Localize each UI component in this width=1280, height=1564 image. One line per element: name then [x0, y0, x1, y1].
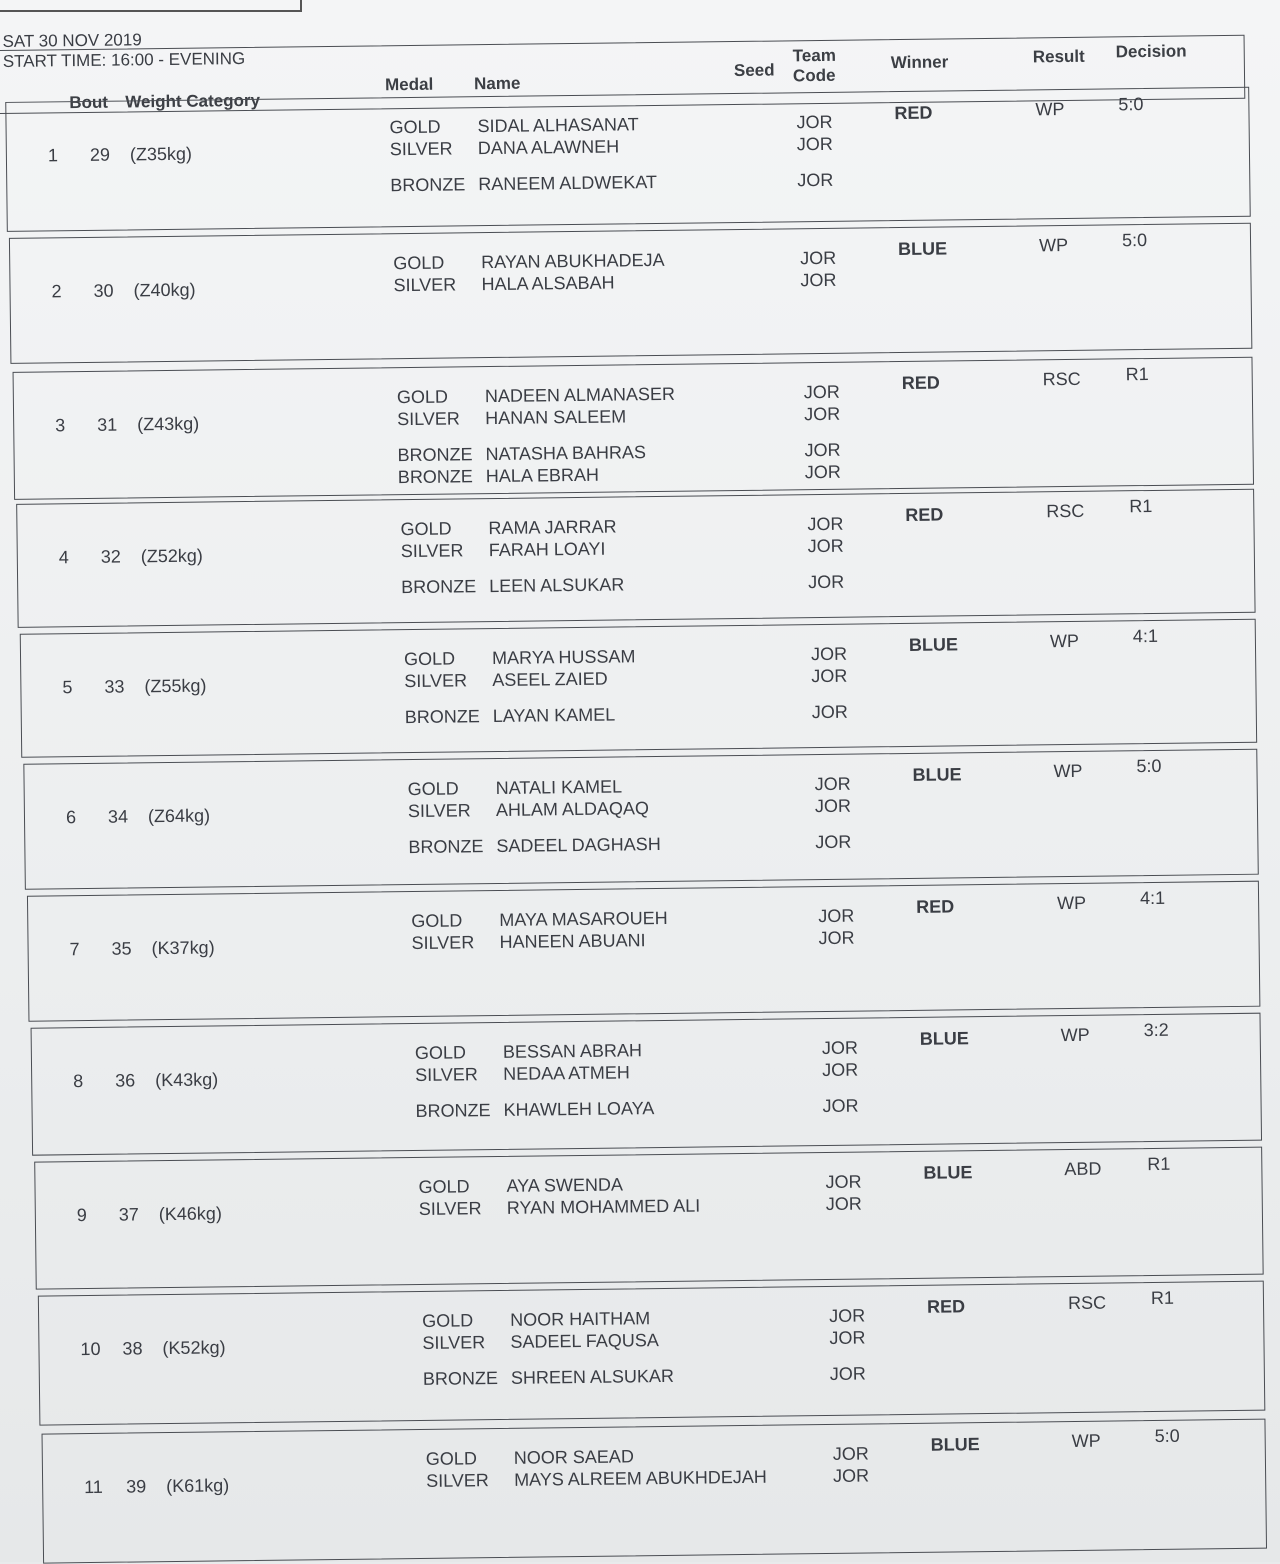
bout-row [14, 1153, 1280, 1226]
athlete-name: ASEEL ZAIED [492, 668, 608, 691]
medal-label: GOLD [403, 648, 456, 670]
medal-label: BRONZE [397, 444, 473, 466]
team-code: JOR [800, 269, 837, 291]
bout-row [18, 1425, 1280, 1498]
team-code: JOR [818, 905, 855, 927]
weight-category: (K46kg) [158, 1203, 222, 1225]
team-code: JOR [814, 773, 851, 795]
team-code: JOR [811, 665, 848, 687]
decision-score: 4:1 [1139, 887, 1166, 909]
bout-number: 5 [62, 677, 73, 698]
medal-label: BRONZE [422, 1368, 499, 1389]
medal-label: SILVER [404, 670, 468, 692]
winner-corner: RED [916, 896, 955, 917]
weight-category: (Z55kg) [144, 675, 207, 697]
bout-number: 1 [47, 145, 59, 166]
weight-category: (Z43kg) [137, 413, 200, 435]
col-seed: Seed [733, 60, 775, 81]
result-code: WP [1035, 99, 1065, 120]
team-code: JOR [811, 701, 848, 723]
decision-score: R1 [1125, 363, 1149, 385]
bout-number: 3 [55, 415, 66, 436]
medal-label: GOLD [411, 910, 463, 932]
col-decision: Decision [1115, 41, 1187, 62]
weight-category: (K43kg) [155, 1069, 219, 1091]
bout-number: 4 [58, 547, 69, 568]
medal-label: BRONZE [415, 1100, 491, 1122]
col-weight-category: Weight Category [125, 90, 261, 112]
col-name: Name [473, 73, 521, 94]
winner-corner: BLUE [897, 238, 948, 260]
athlete-name: RANEEM ALDWEKAT [478, 171, 658, 195]
athlete-name: HALA ALSABAH [481, 272, 615, 295]
medal-label: GOLD [393, 252, 445, 274]
medal-label: SILVER [426, 1470, 489, 1491]
team-code: JOR [797, 169, 834, 191]
athlete-name: MAYA MASAROUEH [499, 907, 668, 930]
winner-corner: BLUE [908, 634, 959, 655]
bout-row [16, 1287, 1280, 1389]
winner-corner: BLUE [919, 1028, 969, 1049]
result-code: WP [1038, 234, 1069, 256]
medal-label: BRONZE [390, 174, 466, 196]
bout-row [1, 94, 1280, 196]
athlete-name: LAYAN KAMEL [492, 704, 616, 727]
team-code: JOR [804, 439, 841, 461]
athlete-name: AYA SWENDA [506, 1174, 623, 1196]
bout-index: 29 [89, 144, 111, 165]
team-code: JOR [796, 133, 833, 155]
bout-index: 30 [93, 280, 114, 301]
team-code: JOR [815, 831, 852, 853]
result-code: WP [1060, 1024, 1090, 1046]
bout-index: 36 [115, 1070, 136, 1091]
medal-label: BRONZE [401, 576, 477, 598]
decision-score: 5:0 [1154, 1425, 1180, 1447]
team-code: JOR [804, 461, 841, 483]
athlete-name: HALA EBRAH [485, 464, 600, 487]
winner-corner: BLUE [923, 1162, 973, 1183]
bout-index: 37 [118, 1204, 140, 1225]
bout-number: 8 [73, 1071, 84, 1092]
team-code: JOR [832, 1443, 869, 1464]
start-time: START TIME: 16:00 - EVENING [2, 49, 246, 71]
athlete-name: RAMA JARRAR [488, 516, 617, 539]
team-code: JOR [818, 927, 855, 949]
decision-score: 5:0 [1118, 94, 1144, 115]
bout-index: 35 [111, 938, 132, 959]
athlete-name: NOOR HAITHAM [510, 1308, 651, 1330]
bout-row [6, 495, 1280, 598]
col-team-code-line1: Team [792, 45, 837, 66]
medal-label: GOLD [418, 1176, 470, 1197]
medal-label: BRONZE [408, 836, 484, 858]
bout-number: 2 [51, 281, 62, 302]
medal-label: BRONZE [397, 466, 473, 488]
medal-label: GOLD [396, 386, 449, 408]
bout-index: 31 [97, 414, 118, 435]
medal-label: GOLD [422, 1310, 474, 1331]
athlete-name: NEDAA ATMEH [503, 1062, 630, 1084]
athlete-name: FARAH LOAYI [488, 538, 606, 561]
medal-label: GOLD [400, 518, 452, 540]
bout-row [3, 230, 1280, 302]
winner-corner: BLUE [930, 1434, 980, 1455]
winner-corner: RED [894, 102, 933, 124]
team-code: JOR [800, 247, 837, 269]
bout-row [11, 887, 1280, 960]
team-code: JOR [821, 1037, 858, 1059]
bout-row [5, 363, 1280, 488]
team-code: JOR [829, 1363, 866, 1384]
athlete-name: MAYS ALREEM ABUKHDEJAH [513, 1466, 767, 1490]
weight-category: (K37kg) [151, 937, 215, 959]
bout-number: 7 [69, 939, 80, 960]
medal-label: GOLD [414, 1042, 467, 1064]
weight-category: (Z64kg) [147, 805, 211, 827]
medal-label: SILVER [400, 540, 464, 562]
team-code: JOR [803, 403, 841, 425]
winner-corner: RED [901, 372, 940, 394]
athlete-name: SHREEN ALSUKAR [510, 1365, 675, 1388]
bout-number: 9 [76, 1205, 87, 1226]
decision-score: 4:1 [1132, 625, 1159, 647]
athlete-name: DANA ALAWNEH [477, 136, 620, 159]
bout-row [8, 625, 1280, 728]
medal-label: SILVER [411, 932, 475, 954]
winner-corner: BLUE [912, 764, 962, 785]
team-code: JOR [814, 795, 852, 817]
col-medal: Medal [384, 74, 434, 95]
medal-label: SILVER [418, 1198, 482, 1219]
athlete-name: MARYA HUSSAM [491, 646, 636, 669]
athlete-name: SIDAL ALHASANAT [477, 114, 639, 137]
athlete-name: NADEEN ALMANASER [484, 383, 676, 407]
medal-label: GOLD [407, 778, 459, 800]
weight-category: (Z40kg) [133, 279, 196, 301]
athlete-name: LEEN ALSUKAR [489, 574, 625, 597]
weight-category: (Z52kg) [140, 545, 203, 567]
bout-index: 34 [107, 806, 129, 827]
decision-score: R1 [1150, 1287, 1175, 1309]
team-code: JOR [829, 1305, 866, 1326]
athlete-name: HANEEN ABUANI [499, 930, 646, 952]
team-code: JOR [829, 1327, 866, 1348]
medal-label: SILVER [393, 274, 457, 296]
team-code: JOR [807, 535, 844, 557]
decision-score: R1 [1129, 495, 1153, 517]
col-bout: Bout [69, 92, 109, 113]
decision-score: 5:0 [1136, 755, 1162, 777]
bout-number: 11 [84, 1476, 103, 1498]
bout-index: 39 [126, 1476, 147, 1497]
medal-label: SILVER [422, 1332, 486, 1353]
winner-corner: RED [926, 1296, 966, 1317]
team-code: JOR [810, 643, 848, 665]
team-code: JOR [822, 1095, 859, 1117]
athlete-name: NOOR SAEAD [513, 1446, 634, 1468]
result-code: ABD [1064, 1158, 1102, 1180]
medal-label: SILVER [407, 800, 471, 822]
decision-score: 3:2 [1143, 1019, 1169, 1041]
bout-index: 38 [122, 1338, 143, 1359]
weight-category: (K61kg) [166, 1475, 230, 1497]
bout-number: 10 [80, 1338, 101, 1360]
athlete-name: KHAWLEH LOAYA [503, 1098, 655, 1120]
team-code: JOR [825, 1171, 862, 1193]
bout-row [9, 755, 1280, 858]
col-winner: Winner [890, 52, 949, 73]
athlete-name: SADEEL DAGHASH [496, 833, 661, 856]
bout-row [13, 1019, 1280, 1122]
bout-index: 32 [100, 546, 121, 567]
result-code: WP [1053, 760, 1083, 782]
decision-score: R1 [1147, 1153, 1171, 1175]
athlete-name: BESSAN ABRAH [502, 1040, 643, 1062]
result-code: RSC [1042, 368, 1081, 390]
team-code: JOR [803, 381, 840, 403]
medal-label: SILVER [415, 1064, 478, 1086]
athlete-name: SADEEL FAQUSA [510, 1330, 659, 1352]
athlete-name: NATASHA BAHRAS [485, 442, 647, 465]
team-code: JOR [832, 1465, 870, 1486]
medal-label: SILVER [397, 408, 460, 430]
col-result: Result [1032, 46, 1085, 67]
medal-label: BRONZE [404, 706, 480, 728]
result-code: WP [1049, 630, 1080, 652]
weight-category: (K52kg) [162, 1337, 226, 1359]
team-code: JOR [825, 1193, 862, 1215]
medal-label: GOLD [425, 1448, 477, 1469]
medal-label: GOLD [389, 116, 441, 138]
team-code: JOR [807, 513, 844, 535]
result-code: WP [1056, 892, 1087, 914]
team-code: JOR [796, 111, 833, 133]
athlete-name: AHLAM ALDAQAQ [495, 798, 650, 821]
athlete-name: NATALI KAMEL [495, 776, 623, 799]
bout-number: 6 [65, 807, 77, 828]
winner-corner: RED [905, 504, 944, 525]
team-code: JOR [808, 571, 845, 593]
athlete-name: RYAN MOHAMMED ALI [506, 1195, 701, 1218]
bout-index: 33 [104, 676, 125, 697]
athlete-name: HANAN SALEEM [485, 406, 627, 429]
col-team-code-line2: Code [792, 65, 836, 86]
result-code: WP [1071, 1430, 1101, 1452]
medal-label: SILVER [389, 138, 453, 160]
weight-category: (Z35kg) [129, 143, 193, 165]
decision-score: 5:0 [1121, 230, 1148, 251]
result-code: RSC [1067, 1292, 1107, 1314]
event-date: SAT 30 NOV 2019 [2, 30, 142, 51]
athlete-name: RAYAN ABUKHADEJA [481, 249, 665, 273]
result-code: RSC [1046, 500, 1085, 522]
team-code: JOR [822, 1059, 859, 1081]
